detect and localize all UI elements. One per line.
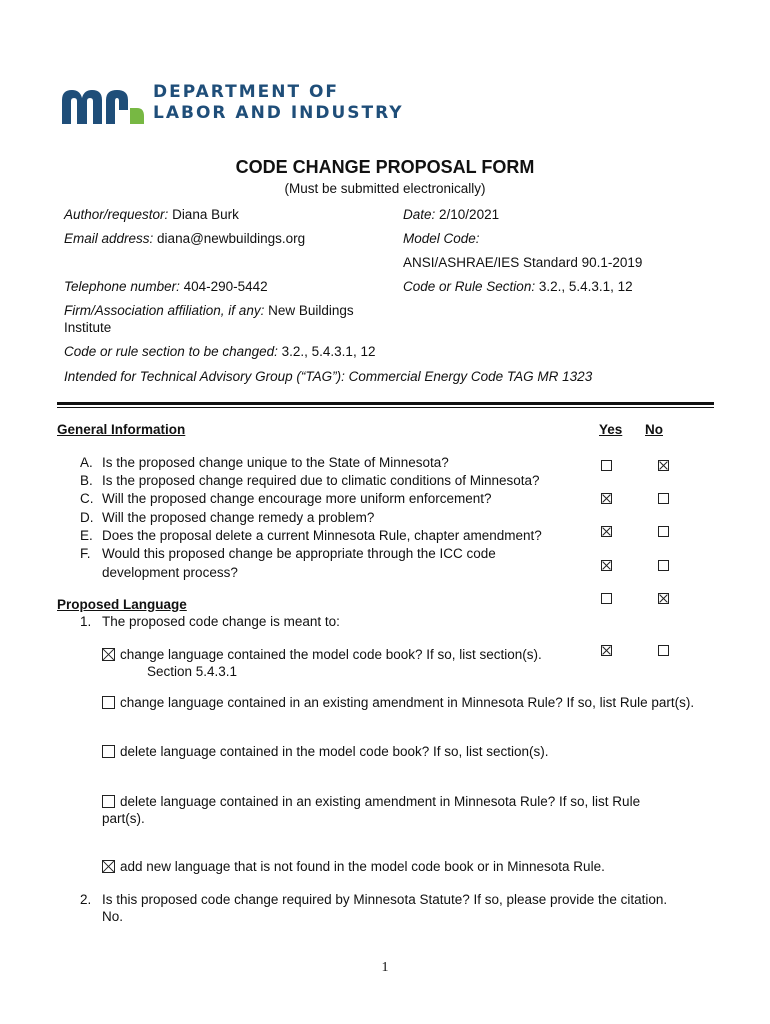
no-checkbox[interactable] xyxy=(658,560,669,571)
no-checkbox[interactable] xyxy=(658,593,669,604)
mn-logo-icon xyxy=(60,86,148,126)
firm-value: New Buildings xyxy=(264,303,354,318)
logo-line-2: LABOR AND INDUSTRY xyxy=(153,103,404,123)
question-text: Does the proposal delete a current Minnesota Rule, chapter amendment? xyxy=(102,528,542,543)
question-text: Would this proposed change be appropriate through the ICC code xyxy=(102,546,496,561)
tag-line: Intended for Technical Advisory Group (“TAG”): Commercial Energy Code TAG MR 1323 xyxy=(64,369,593,384)
yes-checkbox[interactable] xyxy=(601,460,612,471)
question-letter: E. xyxy=(80,528,93,543)
yes-checkbox[interactable] xyxy=(601,645,612,656)
firm-field xyxy=(64,302,354,319)
option-checkbox[interactable] xyxy=(102,745,115,758)
yes-checkbox[interactable] xyxy=(601,526,612,537)
page-number: 1 xyxy=(381,960,389,975)
form-title: CODE CHANGE PROPOSAL FORM xyxy=(235,157,535,177)
firm-value-cont: Institute xyxy=(64,320,112,335)
rule-section-field xyxy=(403,278,633,295)
changed-section-label: Code or rule section to be changed: xyxy=(64,344,278,359)
option-checkbox[interactable] xyxy=(102,860,115,873)
question-letter: D. xyxy=(80,510,94,525)
question-1-number: 1. xyxy=(80,614,92,629)
rule-section-label: Code or Rule Section: xyxy=(403,279,536,294)
author-field xyxy=(64,206,239,223)
question-letter: B. xyxy=(80,473,93,488)
option-row xyxy=(102,743,549,760)
author-value: Diana Burk xyxy=(168,207,239,222)
question-text: Will the proposed change remedy a problem? xyxy=(102,510,375,525)
no-checkbox[interactable] xyxy=(658,526,669,537)
email-field xyxy=(64,230,305,247)
no-checkbox[interactable] xyxy=(658,493,669,504)
logo-text xyxy=(153,82,404,124)
option-text: change language contained in an existing amendment in Minnesota Rule? If so, list Rule part(s). xyxy=(120,695,695,710)
question-text-cont: development process? xyxy=(102,565,238,580)
logo-line-1: DEPARTMENT OF xyxy=(153,82,340,102)
yes-column-header: Yes xyxy=(599,422,623,437)
yes-checkbox[interactable] xyxy=(601,560,612,571)
question-letter: C. xyxy=(80,491,94,506)
question-text: Is the proposed change required due to climatic conditions of Minnesota? xyxy=(102,473,540,488)
yes-checkbox[interactable] xyxy=(601,593,612,604)
email-label: Email address: xyxy=(64,231,154,246)
option-checkbox[interactable] xyxy=(102,696,115,709)
phone-field xyxy=(64,278,268,295)
question-letter: F. xyxy=(80,546,91,561)
question-text: Is the proposed change unique to the State of Minnesota? xyxy=(102,455,449,470)
question-letter: A. xyxy=(80,455,93,470)
option-checkbox[interactable] xyxy=(102,648,115,661)
no-checkbox[interactable] xyxy=(658,460,669,471)
model-code-value: ANSI/ASHRAE/IES Standard 90.1-2019 xyxy=(403,255,643,270)
proposed-language-heading: Proposed Language xyxy=(57,597,187,612)
changed-section-field xyxy=(64,343,375,360)
form-subtitle: (Must be submitted electronically) xyxy=(284,181,486,196)
changed-section-value: 3.2., 5.4.3.1, 12 xyxy=(277,344,376,359)
option-section-value: Section 5.4.3.1 xyxy=(147,664,238,679)
email-value: diana@newbuildings.org xyxy=(153,231,306,246)
option-text-cont: part(s). xyxy=(102,811,145,826)
yes-checkbox[interactable] xyxy=(601,493,612,504)
divider-thick xyxy=(57,402,714,405)
divider-thin xyxy=(57,407,714,408)
option-row xyxy=(102,793,640,810)
option-text: delete language contained in an existing amendment in Minnesota Rule? If so, list Rule xyxy=(120,794,641,809)
no-checkbox[interactable] xyxy=(658,645,669,656)
department-logo xyxy=(60,82,420,128)
date-field xyxy=(403,206,499,223)
no-column-header: No xyxy=(645,422,663,437)
phone-value: 404-290-5442 xyxy=(179,279,268,294)
author-label: Author/requestor: xyxy=(64,207,169,222)
option-text: add new language that is not found in the model code book or in Minnesota Rule. xyxy=(120,859,605,874)
question-2-text: Is this proposed code change required by Minnesota Statute? If so, please provide the citation. xyxy=(102,892,668,907)
model-code-label: Model Code: xyxy=(403,231,480,246)
option-text: change language contained the model code book? If so, list section(s). xyxy=(120,647,542,662)
option-row xyxy=(102,858,605,875)
phone-label: Telephone number: xyxy=(64,279,180,294)
question-2-number: 2. xyxy=(80,892,92,907)
firm-label: Firm/Association affiliation, if any: xyxy=(64,303,265,318)
rule-section-value: 3.2., 5.4.3.1, 12 xyxy=(535,279,633,294)
date-label: Date: xyxy=(403,207,436,222)
question-2-answer: No. xyxy=(102,909,124,924)
question-text: Will the proposed change encourage more uniform enforcement? xyxy=(102,491,492,506)
option-row xyxy=(102,694,694,711)
option-row xyxy=(102,646,542,663)
general-info-heading: General Information xyxy=(57,422,186,437)
option-checkbox[interactable] xyxy=(102,795,115,808)
date-value: 2/10/2021 xyxy=(435,207,500,222)
question-1-text: The proposed code change is meant to: xyxy=(102,614,340,629)
option-text: delete language contained in the model code book? If so, list section(s). xyxy=(120,744,549,759)
